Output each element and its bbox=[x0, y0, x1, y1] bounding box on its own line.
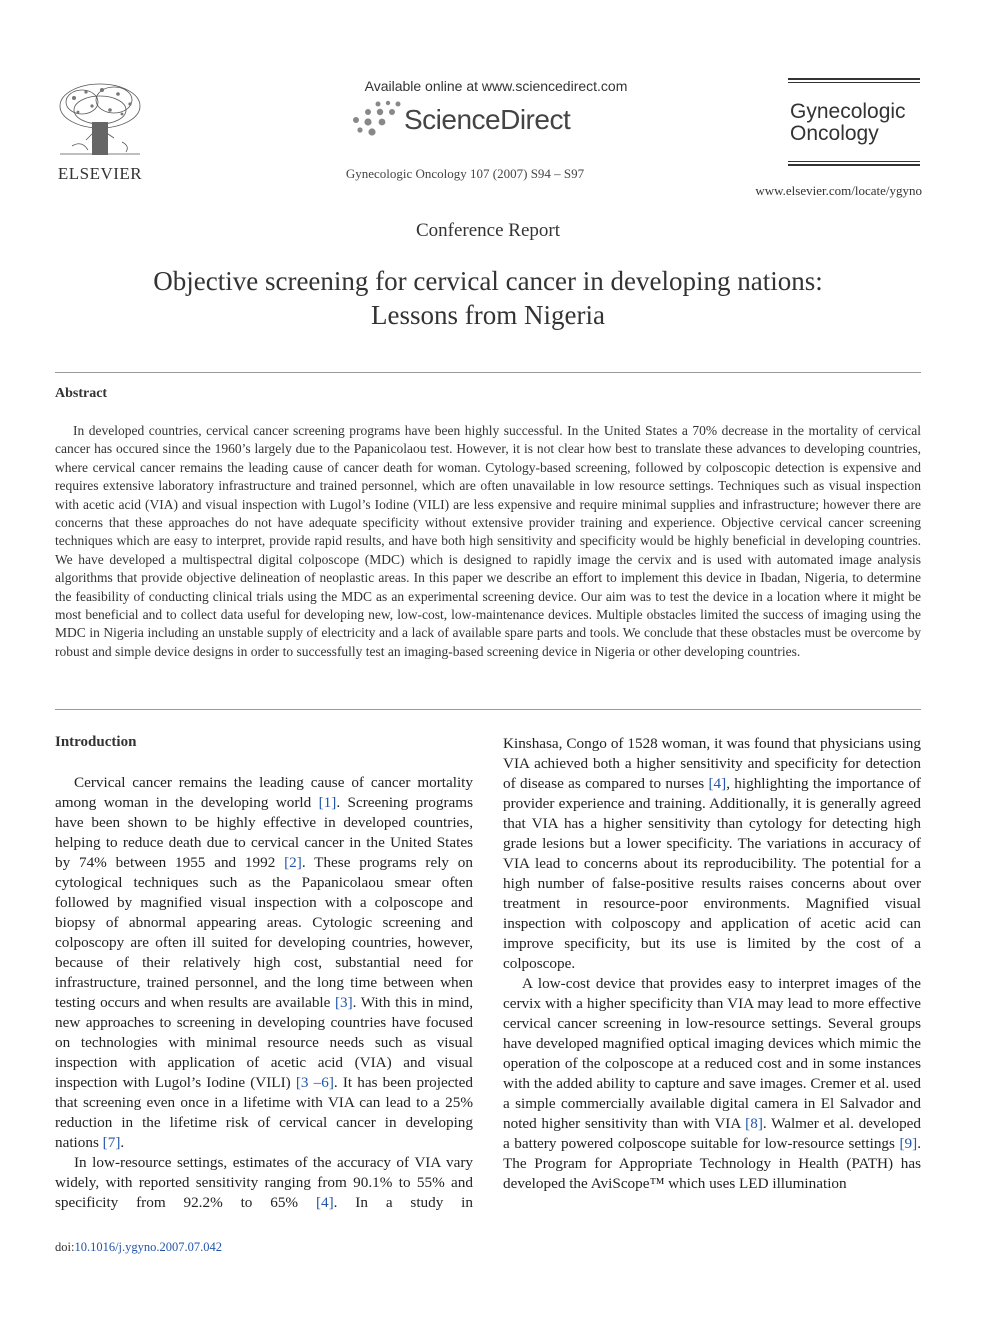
sciencedirect-dots-icon bbox=[346, 100, 402, 140]
article-title-line: Lessons from Nigeria bbox=[371, 300, 605, 330]
citation-link[interactable]: [7] bbox=[102, 1134, 121, 1151]
introduction-heading: Introduction bbox=[55, 734, 137, 750]
text-run: , highlighting the importance of provider experience and training. Additionally, it is generally agreed that VIA has a higher sensitivity than cytology for detecting high grade lesions but a lower specificity. The variations in accuracy of VIA lead to concerns about its reproducibility. The potential for a high number of false-positive results raises concerns about over treatment in resource-poor environments. Magnified visual inspection with colposcopy and application of acetic acid can improve specificity, but its use is limited by the cost of a colposcope. bbox=[503, 775, 921, 972]
citation-link[interactable]: [8] bbox=[745, 1115, 763, 1132]
citation-link[interactable]: [3 –6] bbox=[295, 1074, 334, 1091]
text-run: A low-cost device that provides easy to interpret images of the cervix with a higher specificity than VIA may lead to more effective cervical cancer screening in low-resource settings. Several groups have developed magnified optical imaging devices which mimic the operation of the colposcope at a reduced cost and in some instances with the added ability to capture and save images. Cremer et al. used a simple commercially available digital camera in El Salvador and noted higher sensitivity than with VIA bbox=[503, 975, 921, 1132]
citation-link[interactable]: [3] bbox=[334, 994, 353, 1011]
article-title-line: Objective screening for cervical cancer in developing nations: bbox=[153, 266, 823, 296]
text-run: Cervical cancer remains the leading cause of cancer mortality among woman in the developing world bbox=[55, 774, 473, 811]
journal-citation: Gynecologic Oncology 107 (2007) S94 – S97 bbox=[345, 166, 585, 181]
citation-link[interactable]: [4] bbox=[315, 1194, 334, 1211]
article-title bbox=[0, 264, 976, 332]
available-online-text: Available online at www.sciencedirect.com bbox=[364, 78, 628, 94]
text-run: . In a study in bbox=[333, 1194, 473, 1211]
paragraph bbox=[55, 1153, 473, 1213]
text-run: Kinshasa, Congo of 1528 woman, it was found that physicians using VIA achieved both a higher sensitivity and specificity for detection of disease as compared to nurses bbox=[503, 735, 921, 792]
journal-brand-rule bbox=[788, 161, 920, 162]
text-run: . The Program for Appropriate Technology in Health (PATH) has developed the AviScope™ which uses LED illumination bbox=[503, 1135, 921, 1192]
text-run: . It has been projected that screening even once in a lifetime with VIA can lead to a 25% reduction in the lifetime risk of cervical cancer in developing nations bbox=[55, 1074, 473, 1151]
publisher-name: ELSEVIER bbox=[57, 164, 143, 183]
sciencedirect-wordmark: ScienceDirect bbox=[404, 104, 571, 135]
paragraph bbox=[503, 974, 921, 1194]
doi-link[interactable]: 10.1016/j.ygyno.2007.07.042 bbox=[74, 1240, 223, 1254]
text-run: . These programs rely on cytological techniques such as the Papanicolaou smear often followed by magnified visual inspection with a colposcope and biopsy of abnormal appearing areas. Cytologic screening and colposcopy are often ill suited for developing countries, however, because of their relatively high cost, substantial need for infrastructure, trained personnel, and the long time between when testing occurs and when results are available bbox=[55, 854, 473, 1011]
paragraph-continued bbox=[503, 734, 921, 974]
paragraph bbox=[55, 773, 473, 1153]
body-column-right bbox=[503, 734, 921, 1194]
journal-title bbox=[790, 101, 930, 145]
journal-brand-rule bbox=[788, 82, 920, 83]
sciencedirect-logo bbox=[346, 100, 586, 142]
journal-title-line: Gynecologic bbox=[790, 100, 906, 123]
text-run: In low-resource settings, estimates of the accuracy of VIA vary widely, with reported sensitivity ranging from 90.1% to 55% and specificity from 92.2% to 65% bbox=[55, 1154, 473, 1211]
citation-link[interactable]: [9] bbox=[899, 1135, 918, 1152]
citation-link[interactable]: [4] bbox=[708, 775, 727, 792]
body-column-left bbox=[55, 773, 473, 1213]
journal-title-line: Oncology bbox=[790, 122, 879, 145]
journal-brand-rule bbox=[788, 78, 920, 80]
doi-footer bbox=[55, 1240, 222, 1255]
journal-brand-rule bbox=[788, 164, 920, 166]
text-run: . bbox=[120, 1134, 125, 1151]
text-run: . Screening programs have been shown to be highly effective in developed countries, helping to reduce death due to cervical cancer in the United States by 74% between 1955 and 1992 bbox=[55, 794, 473, 871]
text-run: . Walmer et al. developed a battery powered colposcope suitable for low-resource settings bbox=[503, 1115, 922, 1152]
section-divider bbox=[55, 709, 921, 710]
citation-link[interactable]: [1] bbox=[318, 794, 337, 811]
text-run: . With this in mind, new approaches to screening in developing countries have focused on technologies with minimal resource needs such as visual inspection with application of acetic acid (VIA) and visual inspection with Lugol’s Iodine (VILI) bbox=[55, 994, 473, 1091]
abstract-heading: Abstract bbox=[55, 386, 108, 401]
citation-link[interactable]: [2] bbox=[284, 854, 302, 871]
abstract-body: In developed countries, cervical cancer screening programs have been highly successful. In the United States a 70% decrease in the mortality of cervical cancer has occured since the 1960’s largely due to the Papanicolaou test. However, it is not clear how best to translate these advances to developing countries, where cervical cancer remains the leading cause of cancer death for woman. Cytology-based screening, followed by colposcopic detection is expensive and requires extensive laboratory infrastructure and trained personnel, which are often unavailable in low resource settings. Techniques such as visual inspection with acetic acid (VIA) and visual inspection with Lugol’s Iodine (VILI) are less expensive and require minimal supplies and infrastructure; however there are concerns that these approaches do not have adequate specificity without extensive provider training and experience. Objective cervical cancer screening techniques which are easy to interpret, provide rapid results, and have both high sensitivity and specificity would be highly beneficial in developing countries. We have developed a multispectral digital colposcope (MDC) which is designed to rapidly image the cervix and is used with automated image analysis algorithms that provide objective delineation of neoplastic areas. In this paper we describe an effort to implement this device in Ibadan, Nigeria, to determine the feasibility of conducting clinical trials using the MDC as an experimental screening device. Our aim was to test the device in a location where it might be most beneficial and to collect data useful for developing new, low-cost, low-maintenance devices. Multiple obstacles limited the success of imaging using the MDC in Nigeria including an unstable supply of electricity and a lack of available spare parts and tools. We conclude that these obstacles must be overcome by robust and simple device designs in order to successfully test an imaging-based screening device in Nigeria or other developing countries. bbox=[55, 423, 921, 659]
section-divider bbox=[55, 372, 921, 373]
article-type: Conference Report bbox=[415, 220, 561, 241]
doi-prefix: doi: bbox=[55, 1240, 75, 1254]
journal-url[interactable]: www.elsevier.com/locate/ygyno bbox=[755, 183, 922, 198]
